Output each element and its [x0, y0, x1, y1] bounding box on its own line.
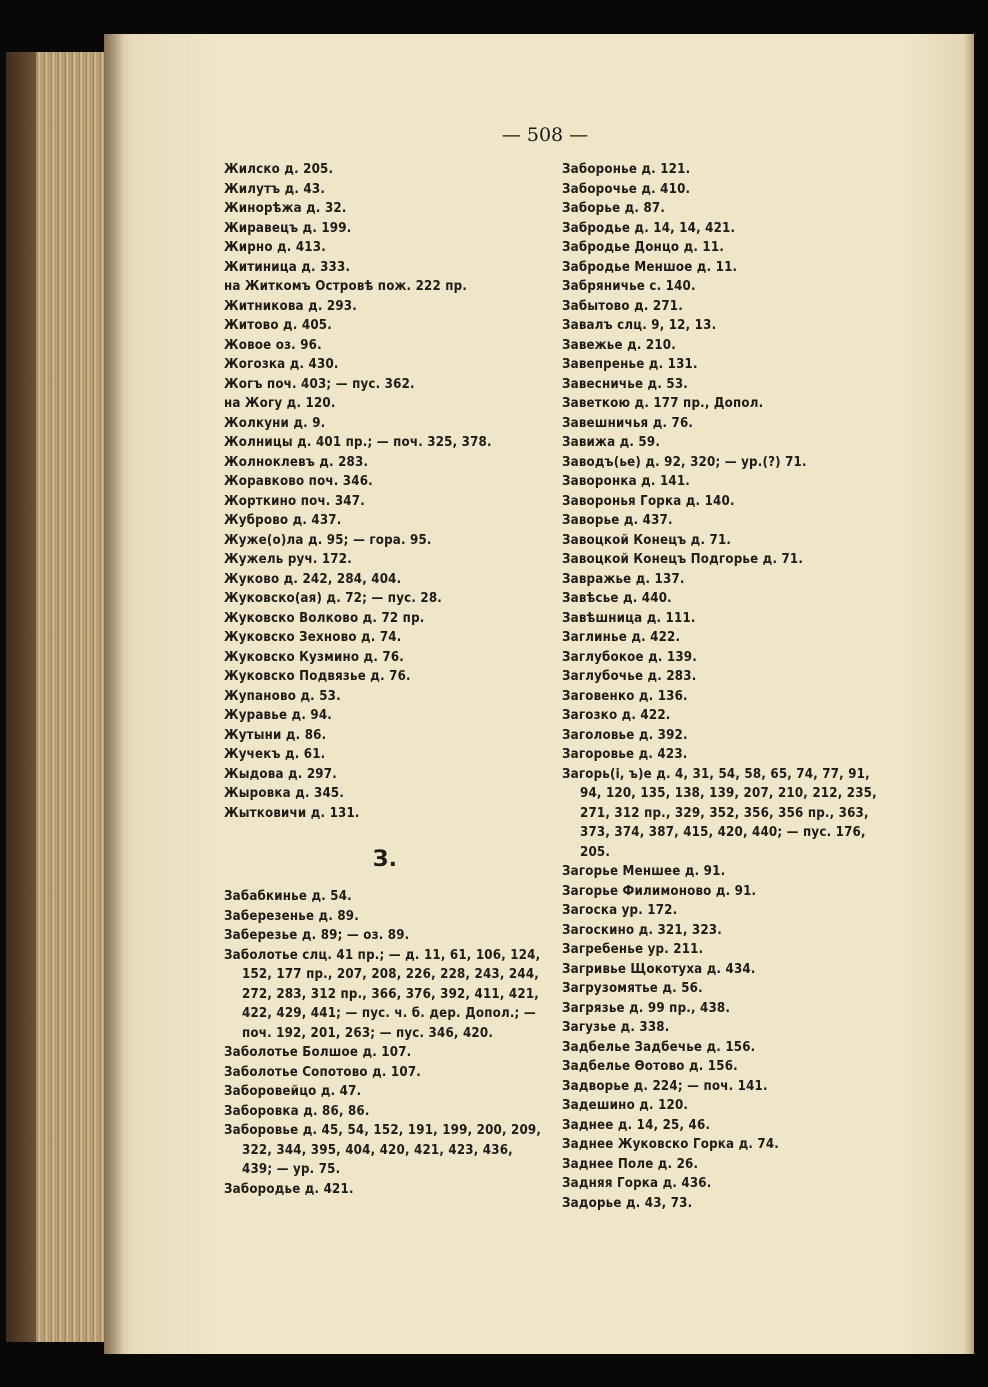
index-entry: Заболотье Сопотово д. 107. [224, 1064, 421, 1080]
index-entry: Жолницы д. 401 пр.; — поч. 325, 378. [224, 435, 492, 450]
index-entry: Заднее д. 14, 25, 46. [562, 1117, 711, 1133]
book-cover-edge [6, 52, 36, 1342]
index-entry: Заберезье д. 89; — оз. 89. [224, 928, 410, 943]
index-entry: Жоравково поч. 346. [224, 474, 373, 489]
index-entry: Заголовье д. 392. [562, 727, 688, 743]
index-entry: Загребенье ур. 211. [562, 942, 704, 957]
left-entries-top [224, 160, 546, 823]
index-entry: Задешино д. 120. [562, 1098, 689, 1113]
index-entry: Заводъ(ье) д. 92, 320; — ур.(?) 71. [562, 454, 807, 470]
index-entry: Завешничья д. 76. [562, 415, 694, 431]
index-entry: Загузье д. 338. [562, 1020, 670, 1035]
index-entry: Жогозка д. 430. [224, 357, 339, 372]
index-entry: Жыровка д. 345. [224, 786, 345, 801]
index-entry: Завижа д. 59. [562, 435, 661, 450]
index-entry: на Житкомъ Островѣ пож. 222 пр. [224, 279, 468, 294]
index-entry: Заболотье слц. 41 пр.; — д. 11, 61, 106, 124, 152, 177 пр., 207, 208, 226, 228, 243, 244, 272, 283, 312 пр., 366, 376, 392, 411, 421, 422, 429, 441; — пус. ч. б. дер. Допол.; — поч. 192, 201, 263; — пус. 346, 420. [224, 947, 541, 1041]
index-entry: Заборочье д. 410. [562, 181, 691, 197]
index-entry: Забродье Донцо д. 11. [562, 240, 725, 255]
index-entry: Задбелье Ѳотово д. 156. [562, 1059, 738, 1074]
index-entry: Заворье д. 437. [562, 513, 673, 528]
index-entry: Жирно д. 413. [224, 240, 326, 255]
left-column [224, 160, 546, 1199]
index-entry: Забряничье с. 140. [562, 279, 696, 294]
index-entry: Жучекъ д. 61. [224, 747, 326, 762]
index-entry: Заболотье Болшое д. 107. [224, 1045, 412, 1060]
index-entry: Завалъ слц. 9, 12, 13. [562, 318, 717, 333]
index-entry: Загрязье д. 99 пр., 438. [562, 1000, 731, 1016]
index-entry: Заднее Жуковско Горка д. 74. [562, 1137, 780, 1152]
index-entry: Жолноклевъ д. 283. [224, 454, 369, 470]
section-letter: З. [372, 847, 398, 872]
index-entry: Жогъ поч. 403; — пус. 362. [224, 376, 415, 392]
index-entry: Жинорѣжа д. 32. [224, 201, 347, 216]
right-entries [562, 160, 892, 1213]
index-entry: Завоцкой Конецъ д. 71. [562, 532, 732, 548]
index-entry: Жуже(о)ла д. 95; — гора. 95. [224, 532, 432, 548]
index-entry: Загорь(і, ъ)е д. 4, 31, 54, 58, 65, 74, 77, 91, 94, 120, 135, 138, 139, 207, 210, 212, 235, 271, 312 пр., 329, 352, 356, 356 пр., 363, 373, 374, 387, 415, 420, 440; — пус. 176, 205. [562, 766, 877, 860]
index-entry: Заворонья Горка д. 140. [562, 493, 735, 509]
index-entry: Загорье Меншее д. 91. [562, 864, 726, 879]
index-entry: Житиница д. 333. [224, 259, 351, 275]
index-entry: Загозко д. 422. [562, 708, 671, 723]
spine-shadow [104, 34, 124, 1354]
index-entry: Жуковско Кузмино д. 76. [224, 649, 404, 665]
index-entry: Заглубокое д. 139. [562, 649, 697, 665]
index-entry: Жорткино поч. 347. [224, 493, 365, 509]
index-entry: Загоска ур. 172. [562, 903, 678, 918]
index-entry: Журавье д. 94. [224, 708, 332, 723]
index-entry: Завежье д. 210. [562, 337, 676, 353]
index-entry: Заборовье д. 45, 54, 152, 191, 199, 200, 209, 322, 344, 395, 404, 420, 421, 423, 436, 439; — ур. 75. [224, 1123, 542, 1177]
index-entry: Заборонье д. 121. [562, 162, 691, 177]
index-entry: Завражье д. 137. [562, 571, 685, 587]
index-entry: Загрузомятье д. 56. [562, 981, 703, 996]
index-entry: Загоровье д. 423. [562, 747, 688, 762]
index-entry: Жуковско Зехново д. 74. [224, 630, 402, 645]
index-entry: Загоскино д. 321, 323. [562, 922, 722, 938]
index-entry: Жиравецъ д. 199. [224, 220, 352, 236]
index-entry: Заворонка д. 141. [562, 474, 691, 489]
index-entry: Заглубочье д. 283. [562, 669, 697, 684]
index-entry: Заговенко д. 136. [562, 688, 688, 704]
index-entry: Задбелье Задбечье д. 156. [562, 1039, 756, 1055]
index-entry: Житникова д. 293. [224, 298, 357, 314]
index-entry: Завѣшница д. 111. [562, 610, 696, 626]
index-entry: Жилско д. 205. [224, 162, 334, 177]
index-entry: Загривье Щокотуха д. 434. [562, 961, 756, 977]
index-entry: Заборовка д. 86, 86. [224, 1103, 370, 1119]
index-entry: Загорье Филимоново д. 91. [562, 883, 757, 899]
index-entry: Завесничье д. 53. [562, 376, 688, 392]
index-entry: Жуково д. 242, 284, 404. [224, 571, 402, 587]
index-entry: Жилутъ д. 43. [224, 181, 326, 197]
index-entry: Жовое оз. 96. [224, 337, 322, 353]
index-entry: Жыдова д. 297. [224, 766, 337, 782]
index-entry: Задворье д. 224; — поч. 141. [562, 1078, 768, 1094]
index-entry: Задорье д. 43, 73. [562, 1195, 693, 1211]
index-entry: Завепренье д. 131. [562, 357, 698, 372]
index-entry: Житово д. 405. [224, 318, 332, 333]
index-entry: Забродье д. 14, 14, 421. [562, 220, 736, 236]
index-entry: Заднее Поле д. 26. [562, 1156, 699, 1172]
index-entry: Заборовейцо д. 47. [224, 1084, 362, 1099]
index-entry: Жуковско Волково д. 72 пр. [224, 610, 425, 626]
index-entry: Жуброво д. 437. [224, 513, 342, 528]
right-column [562, 160, 892, 1213]
index-entry: Завѣсье д. 440. [562, 591, 672, 606]
index-entry: Заборье д. 87. [562, 201, 666, 216]
index-entry: Жупаново д. 53. [224, 688, 341, 704]
index-entry: Забородье д. 421. [224, 1181, 354, 1197]
index-entry: Забытово д. 271. [562, 298, 683, 314]
index-entry: Завоцкой Конецъ Подгорье д. 71. [562, 552, 804, 567]
index-entry: Заглинье д. 422. [562, 630, 681, 645]
page-number: — 508 — [501, 124, 589, 146]
index-entry: Жутыни д. 86. [224, 727, 327, 743]
index-entry: Жуковско Подвязье д. 76. [224, 669, 411, 684]
index-entry: Задняя Горка д. 436. [562, 1176, 712, 1191]
index-entry: Забродье Меншое д. 11. [562, 259, 738, 275]
index-entry: Жужель руч. 172. [224, 552, 352, 567]
index-entry: Заберезенье д. 89. [224, 908, 359, 924]
index-entry: Забабкинье д. 54. [224, 889, 352, 904]
left-entries-bottom [224, 887, 546, 1199]
index-entry: на Жогу д. 120. [224, 396, 336, 411]
index-entry: Жытковичи д. 131. [224, 805, 360, 821]
index-entry: Жолкуни д. 9. [224, 415, 326, 431]
index-entry: Заветкою д. 177 пр., Допол. [562, 396, 764, 411]
index-entry: Жуковско(ая) д. 72; — пус. 28. [224, 591, 443, 606]
